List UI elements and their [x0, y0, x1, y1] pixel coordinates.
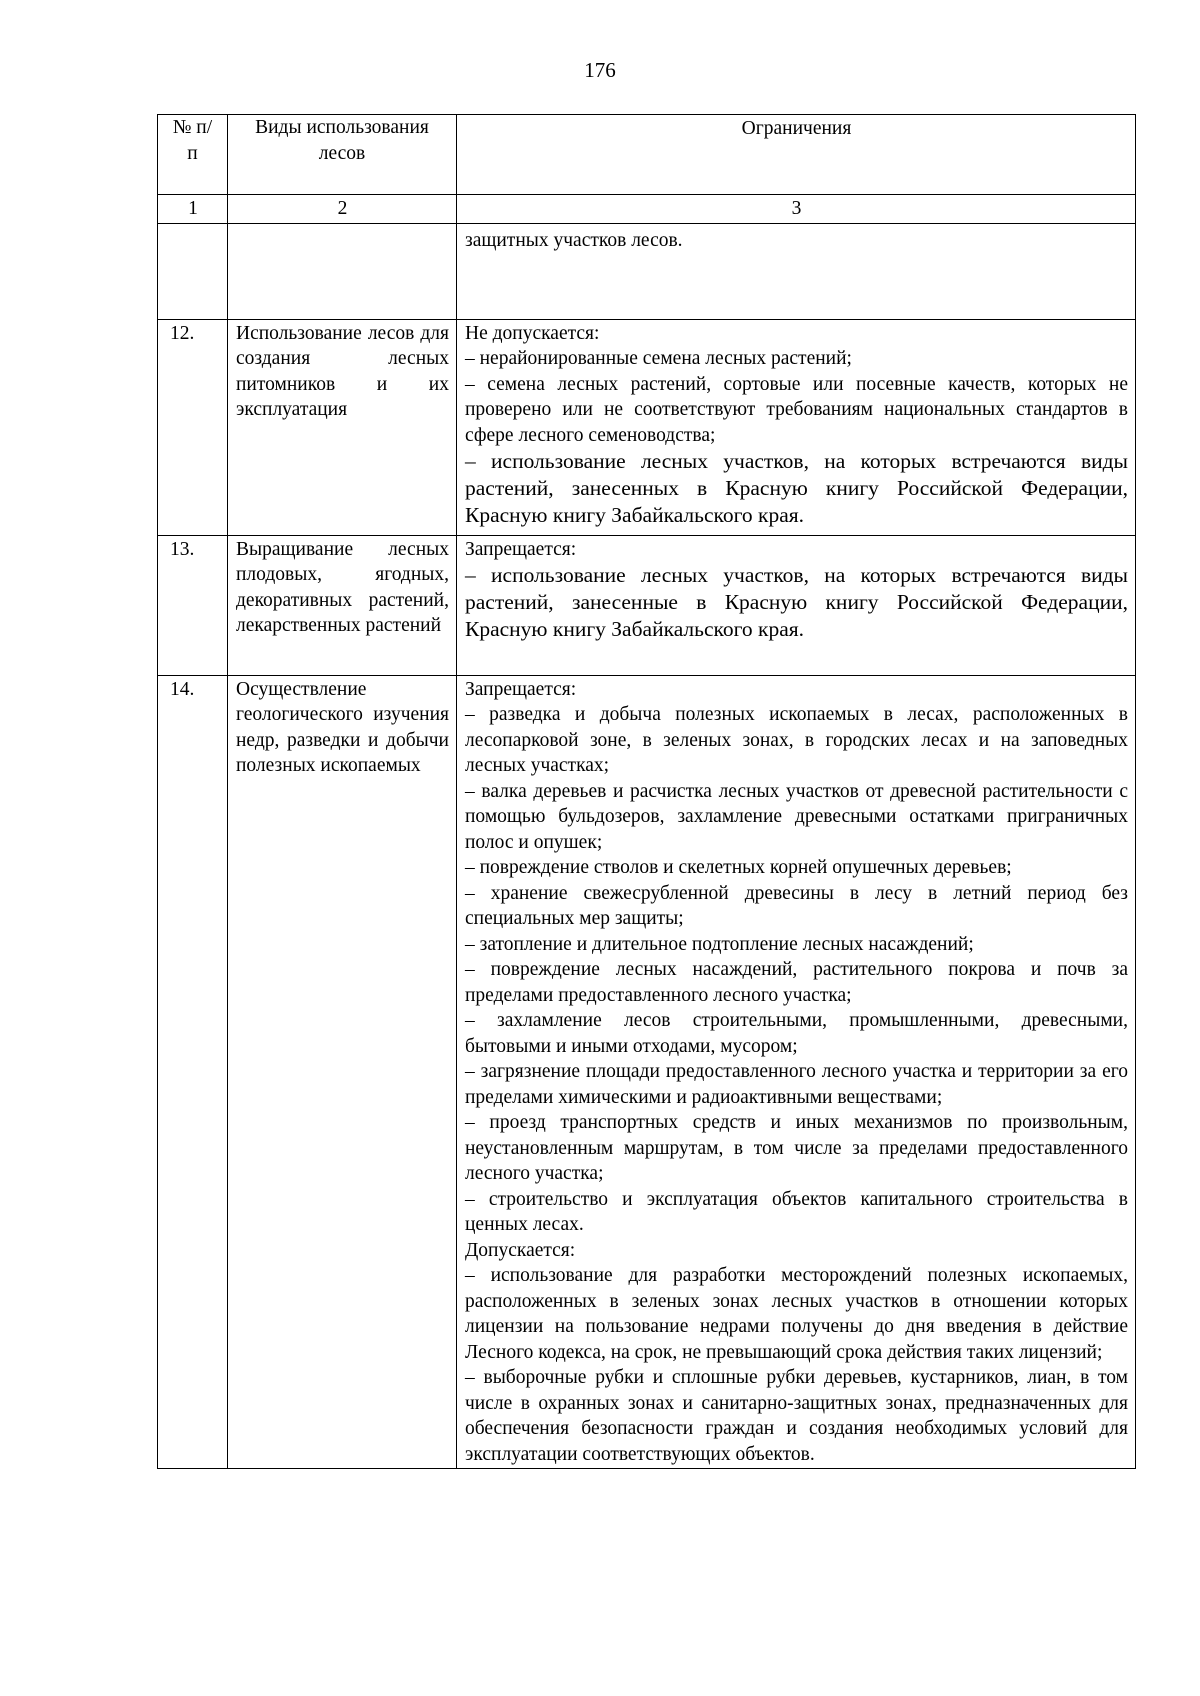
column-index: 3	[457, 195, 1136, 224]
restriction-text: защитных участков лесов.	[457, 223, 1136, 319]
usage-type: Осуществление геологического изучения недр, разведки и добычи полезных ископаемых	[228, 675, 457, 1469]
usage-type	[228, 223, 457, 319]
header-number: № п/п	[158, 115, 228, 195]
restriction-item: Запрещается:	[465, 678, 577, 700]
restriction-item: – использование лесных участков, на которых встречаются виды растений, занесенных в Красную книгу Российской Федерации, Красную книгу Забайкальского края.	[465, 449, 1128, 527]
table-row	[158, 319, 1136, 535]
restriction-item: – хранение свежесрубленной древесины в лесу в летний период без специальных мер защиты;	[465, 882, 1128, 929]
restriction-item: – загрязнение площади предоставленного лесного участка и территории за его пределами химическими и радиоактивными веществами;	[465, 1061, 1128, 1108]
column-index: 1	[158, 195, 228, 224]
row-number: 12.	[158, 319, 228, 535]
restriction-item: – повреждение стволов и скелетных корней опушечных деревьев;	[465, 857, 1012, 878]
restriction-item: – разведка и добыча полезных ископаемых в лесах, расположенных в лесопарковой зоне, в зеленых зонах, в городских лесах и на заповедных лесных участках;	[465, 704, 1128, 776]
restriction-item: – повреждение лесных насаждений, растительного покрова и почв за пределами предоставленного лесного участка;	[465, 959, 1128, 1006]
continuation-row	[158, 223, 1136, 319]
restriction-item: – затопление и длительное подтопление лесных насаждений;	[465, 933, 974, 955]
restrictions-cell	[457, 535, 1136, 675]
page-number: 176	[584, 58, 616, 82]
table-row	[158, 535, 1136, 675]
restriction-item: Не допускается:	[465, 322, 600, 344]
column-index-row	[158, 195, 1136, 224]
restriction-item: – нерайонированные семена лесных растений;	[465, 348, 852, 369]
restriction-item: – захламление лесов строительными, промышленными, древесными, бытовыми и иными отходами, мусором;	[465, 1010, 1128, 1057]
row-number: 13.	[158, 535, 228, 675]
usage-type: Выращивание лесных плодовых, ягодных, декоративных растений, лекарственных растений	[228, 535, 457, 675]
table-header-row	[158, 115, 1136, 195]
restriction-item: – использование для разработки месторождений полезных ископаемых, расположенных в зеленых зонах лесных участков в отношении которых лицензии на пользование недрами получены до дня введения в действие Лесного кодекса, на срок, не превышающий срока действия таких лицензий;	[465, 1265, 1128, 1363]
restriction-item: – строительство и эксплуатация объектов капитального строительства в ценных лесах.	[465, 1188, 1128, 1235]
table-row	[158, 675, 1136, 1469]
restriction-item: – валка деревьев и расчистка лесных участков от древесной растительности с помощью бульдозеров, захламление древесными остатками приграничных полос и опушек;	[465, 780, 1128, 853]
header-usage-type: Виды использования лесов	[228, 115, 457, 195]
row-number: 14.	[158, 675, 228, 1469]
restrictions-table	[157, 114, 1136, 1469]
column-index: 2	[228, 195, 457, 224]
restrictions-cell	[457, 319, 1136, 535]
restriction-item: – использование лесных участков, на которых встречаются виды растений, занесенные в Красную книгу Российской Федерации, Красную книгу Забайкальского края.	[465, 563, 1128, 641]
header-restrictions: Ограничения	[457, 115, 1136, 195]
restriction-item: – выборочные рубки и сплошные рубки деревьев, кустарников, лиан, в том числе в охранных зонах и санитарно-защитных зонах, предназначенных для обеспечения безопасности граждан и создания необходимых условий для эксплуатации соответствующих объектов.	[465, 1367, 1128, 1465]
restriction-item: Допускается:	[465, 1239, 576, 1261]
restriction-item: – семена лесных растений, сортовые или посевные качеств, которых не проверено или не соответствуют требованиям национальных стандартов в сфере лесного семеноводства;	[465, 373, 1128, 446]
row-number	[158, 223, 228, 319]
usage-type: Использование лесов для создания лесных питомников и их эксплуатация	[228, 319, 457, 535]
restrictions-cell	[457, 675, 1136, 1469]
restriction-item: – проезд транспортных средств и иных механизмов по произвольным, неустановленным маршрутам, в том числе за пределами предоставленного лесного участка;	[465, 1112, 1128, 1184]
restriction-item: Запрещается:	[465, 538, 577, 560]
